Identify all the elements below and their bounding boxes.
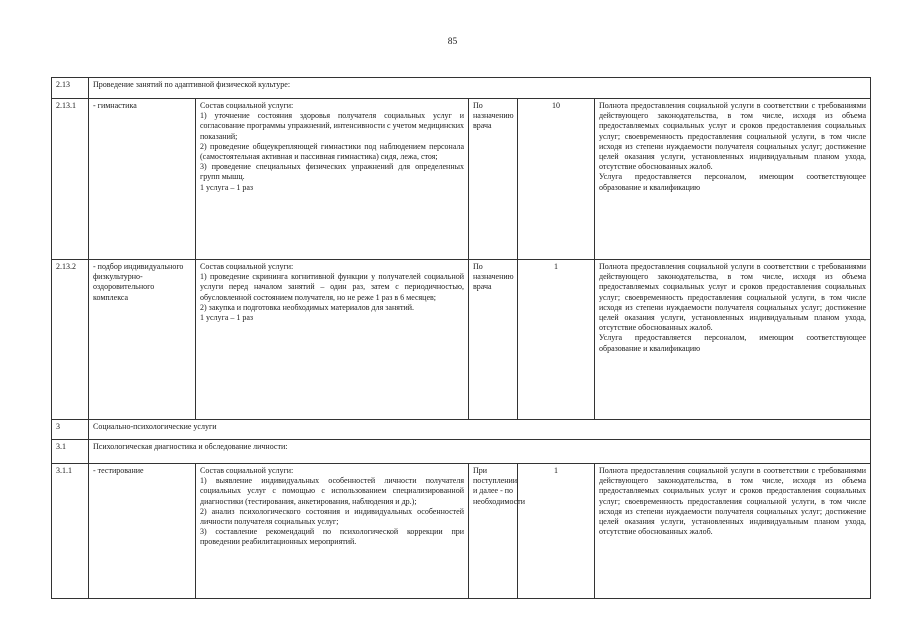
content-line: 1) уточнение состояния здоровья получателя социальных услуг и согласование программы упражнений, интенсивности с учетом медицинских показаний; (200, 111, 464, 141)
row-number: 2.13.2 (52, 260, 89, 420)
row-number: 3.1.1 (52, 464, 89, 599)
service-name: - гимнастика (89, 99, 196, 260)
service-period: По назначению врача (469, 99, 518, 260)
content-line: Состав социальной услуги: (200, 101, 294, 110)
section-row-3 (52, 420, 871, 440)
service-content (196, 260, 469, 420)
content-line: 1) проведение скрининга когнитивной функции у получателей социальной услуги перед началом занятий – один раз, затем с периодичностью, обусловленной состоянием получателя, но не реже 1 раз в 6 месяцев; (200, 272, 464, 302)
service-quality (595, 99, 871, 260)
service-row-2-13-2 (52, 260, 871, 420)
row-number: 3.1 (52, 440, 89, 464)
service-count: 1 (518, 464, 595, 599)
row-number: 2.13.1 (52, 99, 89, 260)
service-quality (595, 260, 871, 420)
content-line: 2) анализ психологического состояния и индивидуальных особенностей личности получателя социальных услуг; (200, 506, 464, 527)
quality-line: Услуга предоставляется персоналом, имеющим соответствующее образование и квалификацию (599, 333, 867, 353)
service-content (196, 99, 469, 260)
service-period: При поступлении и далее - по необходимости (469, 464, 518, 599)
content-line: 3) составление рекомендаций по психологической коррекции при проведении реабилитационных мероприятий. (200, 527, 464, 547)
section-row-2-13 (52, 78, 871, 99)
content-line: 1) выявление индивидуальных особенностей личности получателя социальных услуг с помощью с использованием специализированной диагностики (тестирования, анкетирования, наблюдения и др.); (200, 476, 464, 506)
quality-line: Полнота предоставления социальной услуги в соответствии с требованиями действующего законодательства, в том числе, исходя из объема предоставляемых социальных услуг и сроков предоставления социальных услуг; своевременность предоставления социальной услуги, в том числе исходя из степени нуждаемости получателя социальных услуг; достижение целей оказания услуги, установленных индивидуальным планом ухода, отсутствие обоснованных жалоб. (599, 101, 867, 172)
section-title: Психологическая диагностика и обследование личности: (89, 440, 871, 464)
service-period: По назначению врача (469, 260, 518, 420)
section-title: Социально-психологические услуги (89, 420, 871, 440)
row-number: 2.13 (52, 78, 89, 99)
content-line: 3) проведение специальных физических упражнений для определенных групп мышц. (200, 162, 464, 182)
row-number: 3 (52, 420, 89, 440)
service-name: - тестирование (89, 464, 196, 599)
content-line: Состав социальной услуги: (200, 466, 294, 475)
section-row-3-1 (52, 440, 871, 464)
quality-line: Услуга предоставляется персоналом, имеющим соответствующее образование и квалификацию (599, 172, 867, 192)
content-line: Состав социальной услуги: (200, 262, 294, 271)
quality-line: Полнота предоставления социальной услуги в соответствии с требованиями действующего законодательства, в том числе, исходя из объема предоставляемых социальных услуг и сроков предоставления социальных услуг; своевременность предоставления социальной услуги, в том числе исходя из степени нуждаемости получателя социальных услуг; достижение целей оказания услуги, установленных индивидуальным планом ухода, отсутствие обоснованных жалоб. (599, 262, 867, 333)
content-line: 2) проведение общеукрепляющей гимнастики под наблюдением персонала (самостоятельная активная и пассивная гимнастика) сидя, лежа, стоя; (200, 141, 464, 162)
page-number: 85 (447, 37, 458, 47)
service-quality (595, 464, 871, 599)
service-name: - подбор индивидуального физкультурно-оздоровительного комплекса (89, 260, 196, 420)
service-count: 1 (518, 260, 595, 420)
section-title: Проведение занятий по адаптивной физической культуре: (89, 78, 871, 99)
content-line: 2) закупка и подготовка необходимых материалов для занятий. (200, 302, 415, 312)
quality-line: Полнота предоставления социальной услуги в соответствии с требованиями действующего законодательства, в том числе, исходя из объема предоставляемых социальных услуг и сроков предоставления социальных услуг; своевременность предоставления социальной услуги, в том числе исходя из степени нуждаемости получателя социальных услуг; достижение целей оказания услуги, установленных индивидуальным планом ухода, отсутствие обоснованных жалоб. (599, 466, 867, 537)
service-content (196, 464, 469, 599)
service-count: 10 (518, 99, 595, 260)
service-row-3-1-1 (52, 464, 871, 599)
content-line: 1 услуга – 1 раз (200, 182, 254, 192)
services-table (51, 77, 871, 599)
content-line: 1 услуга – 1 раз (200, 313, 254, 323)
service-row-2-13-1 (52, 99, 871, 260)
